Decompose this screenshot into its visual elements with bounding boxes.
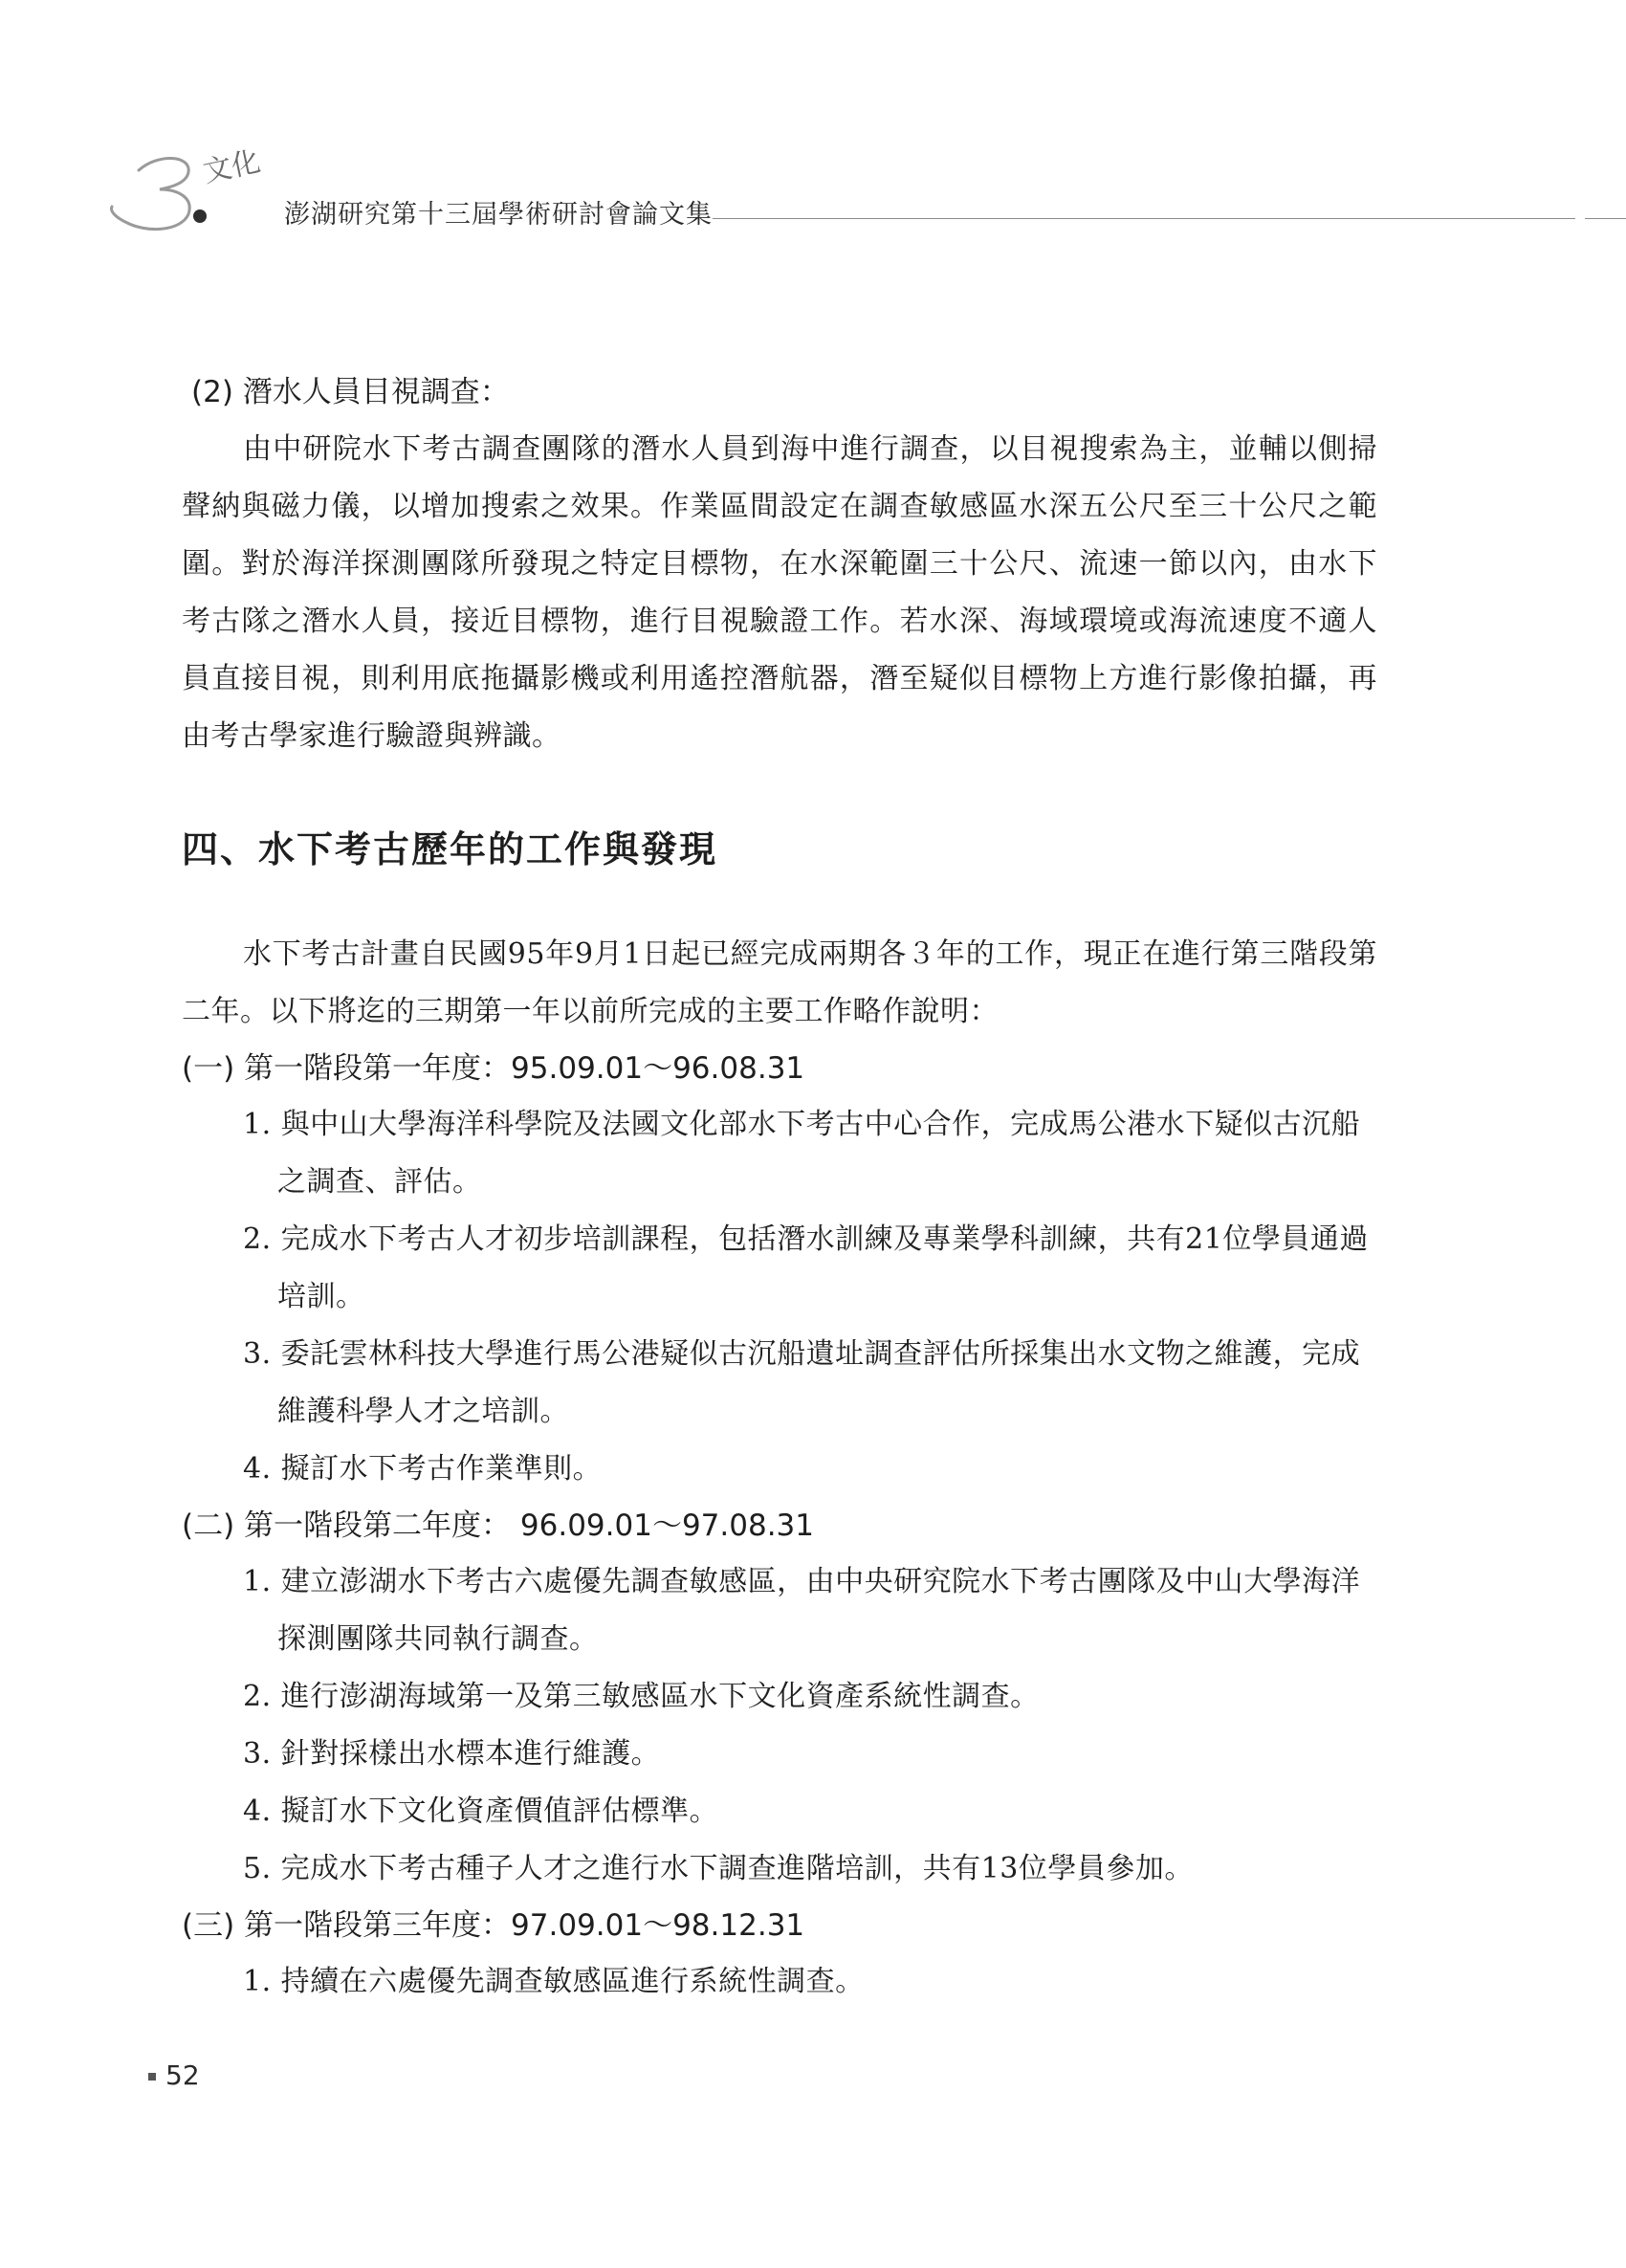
list-item: 5. 完成水下考古種子人才之進行水下調查進階培訓，共有13位學員參加。 [243,1852,1194,1885]
list-item: 3. 針對採樣出水標本進行維護。 [243,1737,661,1771]
section-intro-paragraph: 水下考古計畫自民國95年9月1日起已經完成兩期各３年的工作，現正在進行第三階段第二年。以下將迄的三期第一年以前所完成的主要工作略作說明： [182,937,1377,1028]
page-number [148,2059,200,2091]
svg-text:文化: 文化 [200,144,264,190]
list-item: 1. 與中山大學海洋科學院及法國文化部水下考古中心合作，完成馬公港水下疑似古沉船之調查、評估。 [243,1108,1361,1199]
phase-heading: (一) 第一階段第一年度：95.09.01～96.08.31 [182,1051,805,1086]
header-rule [713,218,1575,219]
bullet-icon [148,2073,156,2081]
list-item: 1. 持續在六處優先調查敏感區進行系統性調查。 [243,1965,865,1998]
series-title: 澎湖研究第十三屆學術研討會論文集 [284,200,713,230]
culture-logo-icon [100,134,282,239]
list-item: 3. 委託雲林科技大學進行馬公港疑似古沉船遺址調查評估所採集出水文物之維護，完成維護科學人才之培訓。 [243,1337,1361,1428]
section-heading: 四、水下考古歷年的工作與發現 [182,827,718,870]
header-rule-tail [1585,218,1626,219]
page-number-text: 52 [165,2059,200,2091]
phase-heading: (二) 第一階段第二年度： 96.09.01～97.08.31 [182,1508,814,1543]
phase-heading: (三) 第一階段第三年度：97.09.01～98.12.31 [182,1908,805,1943]
list-item: 4. 擬訂水下文化資產價值評估標準。 [243,1795,719,1828]
diving-survey-heading: (2) 潛水人員目視調查： [191,375,510,409]
list-item: 2. 進行澎湖海域第一及第三敏感區水下文化資產系統性調查。 [243,1680,1040,1713]
list-item: 1. 建立澎湖水下考古六處優先調查敏感區，由中央研究院水下考古團隊及中山大學海洋探測團隊共同執行調查。 [243,1565,1361,1656]
list-item: 2. 完成水下考古人才初步培訓課程，包括潛水訓練及專業學科訓練，共有21位學員通過培訓。 [243,1222,1369,1313]
diving-survey-paragraph: 由中研院水下考古調查團隊的潛水人員到海中進行調查，以目視搜索為主，並輔以側掃聲納與磁力儀，以增加搜索之效果。作業區間設定在調查敏感區水深五公尺至三十公尺之範圍。對於海洋探測團隊所發現之特定目標物，在水深範圍三十公尺、流速一節以內，由水下考古隊之潛水人員，接近目標物，進行目視驗證工作。若水深、海域環境或海流速度不適人員直接目視，則利用底拖攝影機或利用遙控潛航器，潛至疑似目標物上方進行影像拍攝，再由考古學家進行驗證與辨識。 [182,432,1377,753]
page-body [182,363,1377,2011]
running-header [100,134,1626,239]
list-item: 4. 擬訂水下考古作業準則。 [243,1452,603,1486]
